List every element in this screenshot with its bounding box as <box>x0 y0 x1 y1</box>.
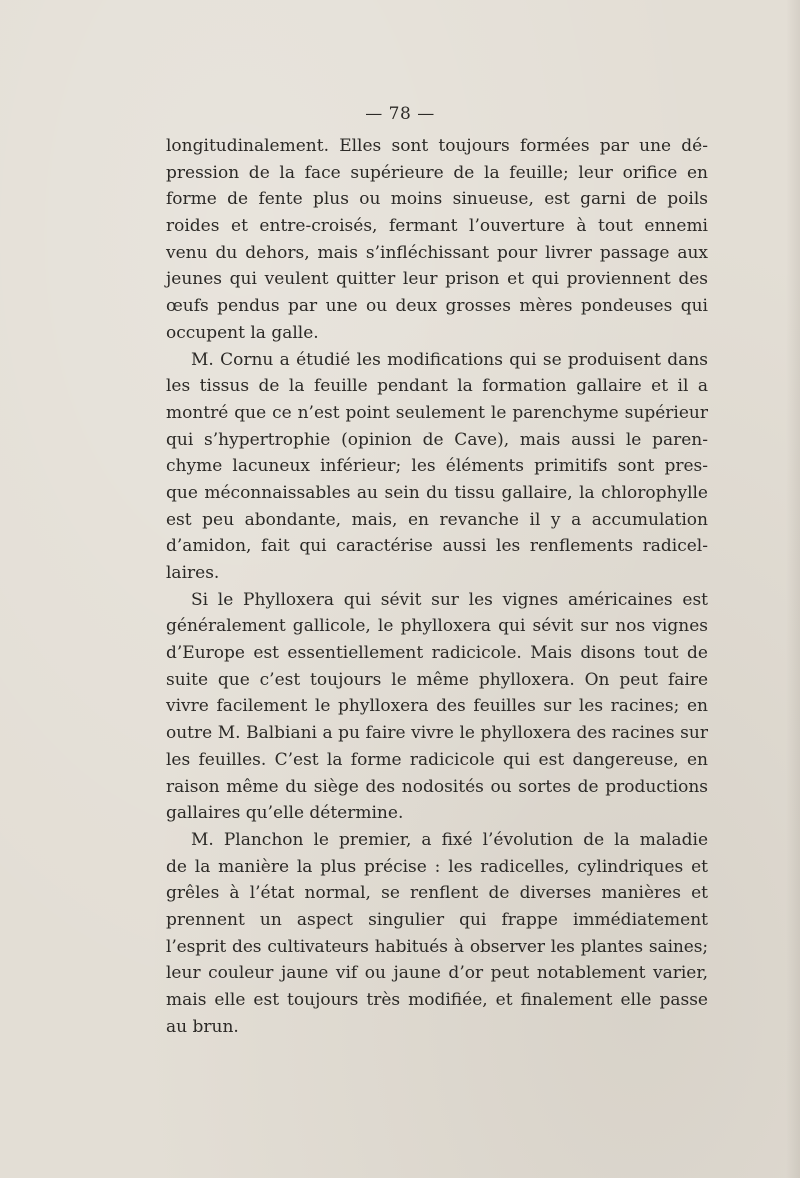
text-line: les feuilles. C’est la forme radicicole qui est dangereuse, en <box>166 749 708 770</box>
text-line: M. Cornu a étudié les modifications qui se produisent dans <box>191 349 708 370</box>
text-line: grêles à l’état normal, se renflent de diverses manières et <box>166 883 708 904</box>
text-line: qui s’hypertrophie (opinion de Cave), mais aussi le paren- <box>166 429 708 450</box>
text-line: laires. <box>166 563 220 583</box>
text-line: l’esprit des cultivateurs habitués à observer les plantes saines; <box>166 936 708 957</box>
text-line: au brun. <box>166 1016 239 1037</box>
text-line: d’Europe est essentiellement radicicole. Mais disons tout de <box>166 643 708 664</box>
text-line: raison même du siège des nodosités ou sortes de productions <box>166 776 708 797</box>
text-line: d’amidon, fait qui caractérise aussi les renflements radicel- <box>166 536 708 557</box>
page-number: — 78 — <box>365 104 435 124</box>
text-line: gallaires qu’elle détermine. <box>166 803 404 824</box>
text-line: pression de la face supérieure de la feuille; leur orifice en <box>166 162 708 183</box>
text-line: outre M. Balbiani a pu faire vivre le phylloxera des racines sur <box>166 723 708 744</box>
text-line: forme de fente plus ou moins sinueuse, est garni de poils <box>166 189 708 210</box>
text-line: longitudinalement. Elles sont toujours formées par une dé- <box>166 136 708 156</box>
text-line: prennent un aspect singulier qui frappe immédiatement <box>166 909 708 930</box>
page-edge-shadow <box>786 0 800 1178</box>
text-line: leur couleur jaune vif ou jaune d’or peut notablement varier, <box>166 963 708 984</box>
text-line: jeunes qui veulent quitter leur prison et qui proviennent des <box>166 269 708 290</box>
text-line: de la manière la plus précise : les radicelles, cylindriques et <box>166 856 708 877</box>
text-line: est peu abondante, mais, en revanche il y a accumulation <box>166 509 708 530</box>
text-line: Si le Phylloxera qui sévit sur les vignes américaines est <box>191 589 708 610</box>
text-line: les tissus de la feuille pendant la formation gallaire et il a <box>166 376 708 397</box>
text-line: suite que c’est toujours le même phylloxera. On peut faire <box>166 669 708 690</box>
text-line: montré que ce n’est point seulement le parenchyme supérieur <box>166 402 708 423</box>
body-text <box>166 133 708 1040</box>
text-line: mais elle est toujours très modifiée, et finalement elle passe <box>166 990 708 1010</box>
text-line: M. Planchon le premier, a fixé l’évolution de la maladie <box>191 829 708 850</box>
text-line: roides et entre-croisés, fermant l’ouverture à tout ennemi <box>166 216 708 237</box>
text-line: vivre facilement le phylloxera des feuilles sur les racines; en <box>166 696 708 717</box>
text-line: que méconnaissables au sein du tissu gallaire, la chlorophylle <box>166 482 708 503</box>
text-line: occupent la galle. <box>166 322 319 343</box>
text-line: chyme lacuneux inférieur; les éléments primitifs sont pres- <box>166 456 708 477</box>
text-line: œufs pendus par une ou deux grosses mères pondeuses qui <box>166 296 708 317</box>
text-line: généralement gallicole, le phylloxera qui sévit sur nos vignes <box>166 616 708 637</box>
text-line: venu du dehors, mais s’infléchissant pour livrer passage aux <box>166 242 708 263</box>
